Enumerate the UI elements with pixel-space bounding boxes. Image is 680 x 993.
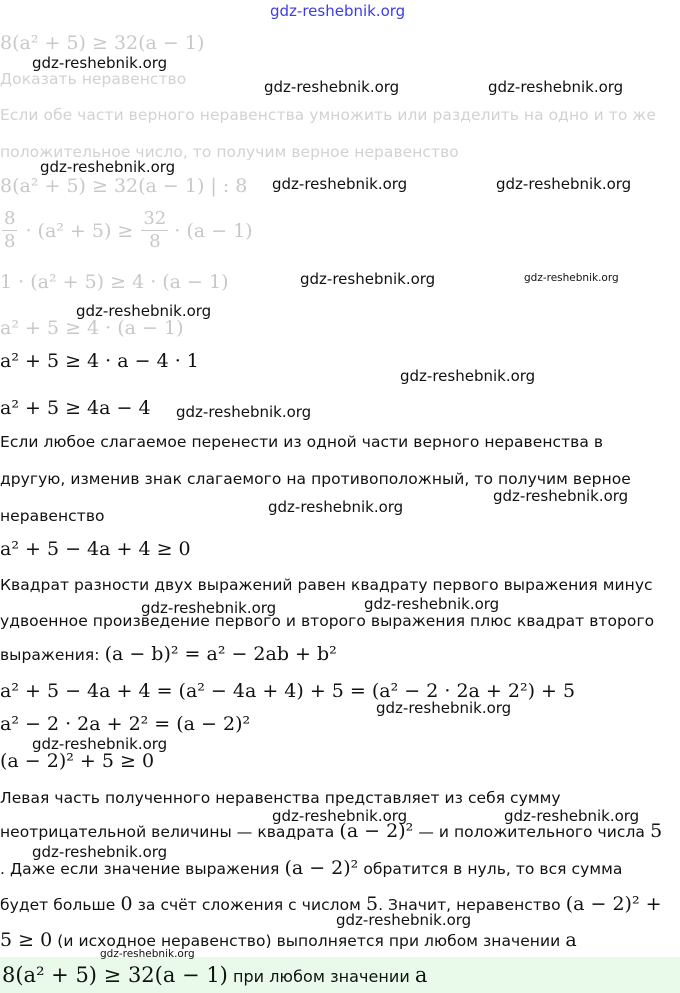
watermark: gdz-reshebnik.org <box>272 807 408 825</box>
rule-text: положительное число, то получим верное неравенство <box>0 143 459 161</box>
watermark: gdz-reshebnik.org <box>268 498 404 516</box>
watermark: gdz-reshebnik.org <box>176 403 312 421</box>
expression: (a − 2)² <box>339 820 414 842</box>
expression: · (a − 1) <box>174 219 253 242</box>
watermark: gdz-reshebnik.org <box>40 158 176 176</box>
watermark: gdz-reshebnik.org <box>100 948 195 960</box>
rule-text: другую, изменив знак слагаемого на противоположный, то получим верное <box>0 470 631 488</box>
numerator: 32 <box>143 208 167 229</box>
expression: (a − 2)² + <box>565 893 662 915</box>
step-square: a² − 2 · 2a + 2² = (a − 2)² <box>0 713 251 735</box>
step-final-inequality: (a − 2)² + 5 ≥ 0 <box>0 750 155 772</box>
explanation-text: обратится в нуль, то вся сумма <box>363 860 623 878</box>
answer-line <box>2 963 427 987</box>
rule-text: Если обе части верного неравенства умножить или разделить на одно и то же <box>0 106 656 124</box>
answer-variable: a <box>414 963 428 987</box>
expression: a <box>565 929 577 951</box>
watermark: gdz-reshebnik.org <box>272 175 408 193</box>
watermark: gdz-reshebnik.org <box>141 599 277 617</box>
watermark: gdz-reshebnik.org <box>300 270 436 288</box>
watermark: gdz-reshebnik.org <box>264 78 400 96</box>
explanation-text: — и положительного числа <box>418 823 645 841</box>
step-transfer: a² + 5 − 4a + 4 ≥ 0 <box>0 538 191 560</box>
rule-text: неравенство <box>0 507 105 525</box>
fraction <box>141 210 168 251</box>
formula-line <box>0 643 337 665</box>
explanation-line <box>0 893 662 915</box>
expression: 5 ≥ 0 <box>0 929 53 951</box>
expression: 5 <box>650 820 663 842</box>
rule-text: удвоенное произведение первого и второго выражения плюс квадрат второго <box>0 612 655 630</box>
denominator: 8 <box>4 231 16 252</box>
watermark: gdz-reshebnik.org <box>493 487 629 505</box>
watermark-top[interactable]: gdz-reshebnik.org <box>270 2 406 20</box>
step-expand-result: a² + 5 ≥ 4a − 4 <box>0 397 151 419</box>
watermark: gdz-reshebnik.org <box>32 735 168 753</box>
watermark: gdz-reshebnik.org <box>400 367 536 385</box>
step-divide: 8(a² + 5) ≥ 32(a − 1) | : 8 <box>0 175 248 197</box>
watermark: gdz-reshebnik.org <box>496 175 632 193</box>
expression: · (a² + 5) ≥ <box>25 219 134 242</box>
watermark: gdz-reshebnik.org <box>364 595 500 613</box>
task-inequality: 8(a² + 5) ≥ 32(a − 1) <box>0 32 205 54</box>
square-difference-formula: (a − b)² = a² − 2ab + b² <box>104 643 337 665</box>
expression: 5 <box>365 893 379 915</box>
watermark: gdz-reshebnik.org <box>376 699 512 717</box>
explanation-text: (и исходное неравенство) выполняется при любом значении <box>57 932 561 950</box>
watermark: gdz-reshebnik.org <box>32 843 168 861</box>
numerator: 8 <box>4 208 16 229</box>
rule-text: Если любое слагаемое перенести из одной части верного неравенства в <box>0 433 604 451</box>
watermark: gdz-reshebnik.org <box>336 911 472 929</box>
fraction <box>2 210 17 251</box>
explanation-line <box>0 929 577 951</box>
watermark: gdz-reshebnik.org <box>488 78 624 96</box>
explanation-text: будет больше <box>0 896 116 914</box>
expression: (a − 2)² <box>284 857 359 879</box>
watermark: gdz-reshebnik.org <box>32 54 168 72</box>
step-expand: a² + 5 ≥ 4 · a − 4 · 1 <box>0 350 199 372</box>
rule-text: Квадрат разности двух выражений равен квадрату первого выражения минус <box>0 576 653 594</box>
explanation-text: . Значит, неравенство <box>378 896 561 914</box>
watermark: gdz-reshebnik.org <box>524 272 619 284</box>
explanation-text: за счёт сложения с числом <box>137 896 361 914</box>
answer-inequality: 8(a² + 5) ≥ 32(a − 1) <box>2 963 228 987</box>
answer-banner <box>0 957 680 993</box>
step-simplify: a² + 5 ≥ 4 · (a − 1) <box>0 317 184 339</box>
answer-text: при любом значении <box>232 967 410 986</box>
watermark: gdz-reshebnik.org <box>76 302 212 320</box>
task-label: Доказать неравенство <box>0 70 187 88</box>
denominator: 8 <box>149 231 161 252</box>
explanation-text: Левая часть полученного неравенства представляет из себя сумму <box>0 789 561 807</box>
explanation-text: неотрицательной величины — квадрата <box>0 823 335 841</box>
step-simplify: 1 · (a² + 5) ≥ 4 · (a − 1) <box>0 271 229 293</box>
explanation-text: . Даже если значение выражения <box>0 860 280 878</box>
expression: 0 <box>120 893 133 915</box>
rule-text: выражения: <box>0 646 100 664</box>
step-fractions <box>0 210 253 251</box>
watermark: gdz-reshebnik.org <box>504 807 640 825</box>
step-group: a² + 5 − 4a + 4 = (a² − 4a + 4) + 5 = (a² − 2 · 2a + 2²) + 5 <box>0 680 576 702</box>
